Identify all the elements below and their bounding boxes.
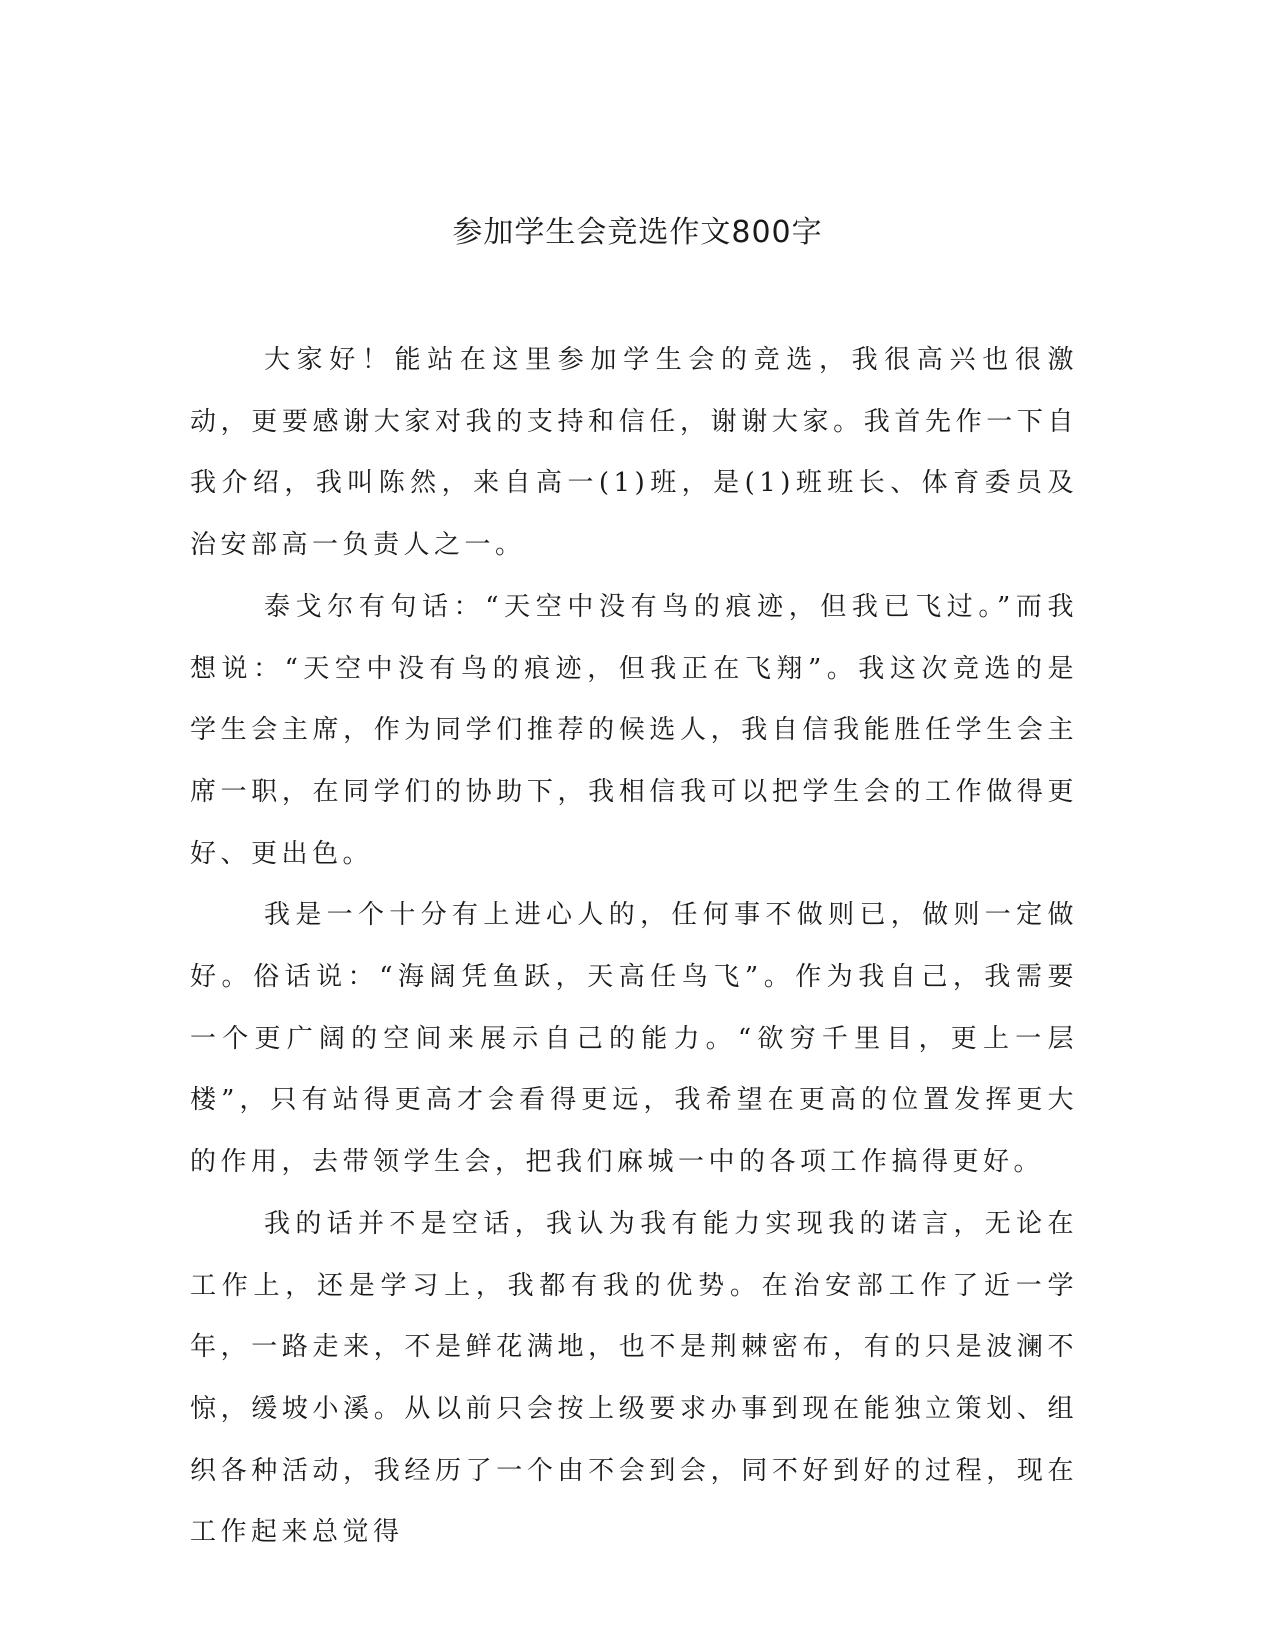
document-title: 参加学生会竞选作文800字 (452, 215, 823, 250)
paragraph-1: 大家好！能站在这里参加学生会的竞选，我很高兴也很激动，更要感谢大家对我的支持和信任，谢谢大家。我首先作一下自我介绍，我叫陈然，来自高一(1)班，是(1)班班长、体育委员及治安部高一负责人之一。 (190, 345, 1078, 561)
paragraph-2: 泰戈尔有句话：“天空中没有鸟的痕迹，但我已飞过。”而我想说：“天空中没有鸟的痕迹，但我正在飞翔”。我这次竞选的是学生会主席，作为同学们推荐的候选人，我自信我能胜任学生会主席一职，在同学们的协助下，我相信我可以把学生会的工作做得更好、更出色。 (190, 591, 1078, 869)
document-body (190, 330, 1078, 1564)
paragraph-4: 我的话并不是空话，我认为我有能力实现我的诺言，无论在工作上，还是学习上，我都有我的优势。在治安部工作了近一学年，一路走来，不是鲜花满地，也不是荆棘密布，有的只是波澜不惊，缓坡小溪。从以前只会按上级要求办事到现在能独立策划、组织各种活动，我经历了一个由不会到会，同不好到好的过程，现在工作起来总觉得 (190, 1208, 1078, 1548)
paragraph-3: 我是一个十分有上进心人的，任何事不做则已，做则一定做好。俗话说：“海阔凭鱼跃，天高任鸟飞”。作为我自己，我需要一个更广阔的空间来展示自己的能力。“欲穷千里目，更上一层楼”，只有站得更高才会看得更远，我希望在更高的位置发挥更大的作用，去带领学生会，把我们麻城一中的各项工作搞得更好。 (190, 900, 1078, 1178)
